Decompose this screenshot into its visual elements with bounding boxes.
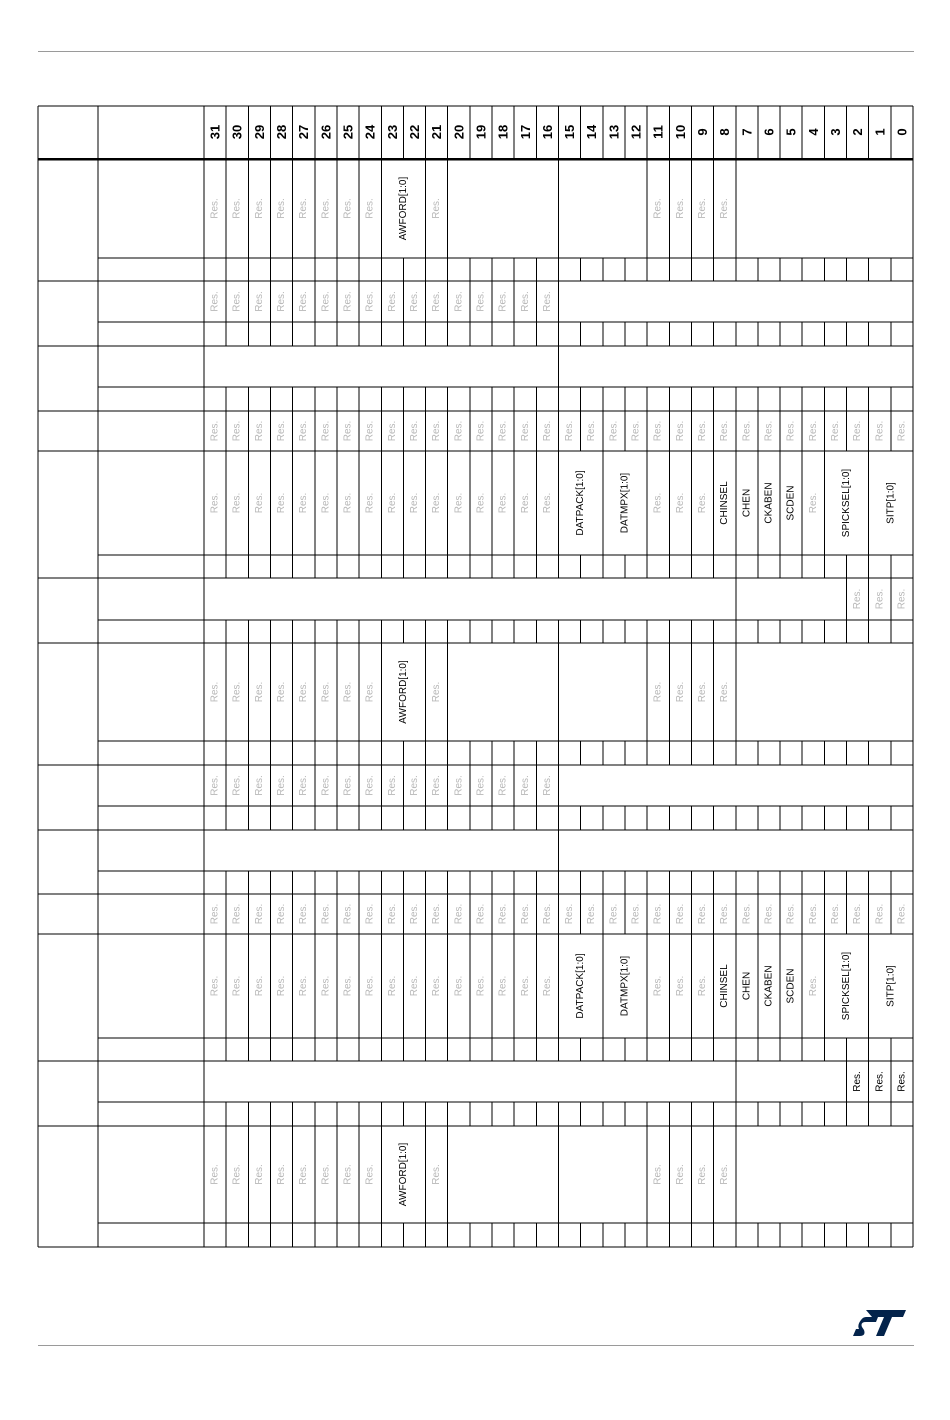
bit-number-5: 5 xyxy=(783,128,799,136)
reserved-label: Res. xyxy=(386,291,398,312)
reserved-label: Res. xyxy=(453,420,465,442)
reserved-label: Res. xyxy=(431,198,443,219)
reserved-label: Res. xyxy=(652,975,664,997)
bit-number-25: 25 xyxy=(340,124,356,140)
reserved-label: Res. xyxy=(497,775,509,796)
reserved-label: Res. xyxy=(253,975,265,997)
reserved-label: Res. xyxy=(608,420,620,442)
reserved-label: Res. xyxy=(852,903,864,925)
reserved-label: Res. xyxy=(431,492,443,514)
field-label: DATPACK[1:0] xyxy=(575,470,587,536)
reserved-label: Res. xyxy=(298,291,310,312)
reserved-label: Res. xyxy=(475,975,487,997)
reserved-label: Res. xyxy=(475,420,487,442)
reserved-label: Res. xyxy=(497,291,509,312)
reserved-label: Res. xyxy=(697,420,709,442)
reserved-label: Res. xyxy=(276,681,288,703)
reserved-label: Res. xyxy=(209,1164,221,1185)
reserved-label: Res. xyxy=(209,775,221,796)
reserved-label: Res. xyxy=(608,903,620,925)
reserved-label: Res. xyxy=(541,291,553,312)
reserved-label: Res. xyxy=(386,775,398,796)
reserved-label: Res. xyxy=(431,975,443,997)
bit-number-2: 2 xyxy=(850,128,866,136)
reserved-label: Res. xyxy=(697,975,709,997)
st-logo-icon xyxy=(852,1308,908,1338)
reserved-label: Res. xyxy=(209,198,221,219)
reserved-label: Res. xyxy=(276,198,288,219)
field-label: CHINSEL xyxy=(719,481,731,525)
reserved-label: Res. xyxy=(741,903,753,925)
bit-number-7: 7 xyxy=(739,128,755,136)
reserved-label: Res. xyxy=(497,420,509,442)
reserved-label: Res. xyxy=(453,775,465,796)
field-label: CKABEN xyxy=(763,482,775,524)
reserved-label: Res. xyxy=(475,492,487,514)
bit-number-12: 12 xyxy=(628,124,644,140)
reserved-label: Res. xyxy=(630,420,642,442)
reserved-label: Res. xyxy=(231,975,243,997)
reserved-label: Res. xyxy=(896,1071,908,1092)
reserved-label: Res. xyxy=(298,420,310,442)
bit-number-30: 30 xyxy=(229,124,245,140)
reserved-label: Res. xyxy=(364,291,376,312)
reserved-label: Res. xyxy=(342,1164,354,1185)
reserved-label: Res. xyxy=(674,420,686,442)
reserved-label: Res. xyxy=(386,420,398,442)
reserved-label: Res. xyxy=(652,198,664,219)
reserved-label: Res. xyxy=(364,903,376,925)
bit-number-26: 26 xyxy=(318,124,334,140)
reserved-label: Res. xyxy=(453,975,465,997)
reserved-label: Res. xyxy=(431,1164,443,1185)
reserved-label: Res. xyxy=(342,903,354,925)
reserved-label: Res. xyxy=(342,291,354,312)
reserved-label: Res. xyxy=(408,420,420,442)
reserved-label: Res. xyxy=(896,903,908,925)
reserved-label: Res. xyxy=(276,492,288,514)
reserved-label: Res. xyxy=(852,1071,864,1092)
reserved-label: Res. xyxy=(231,681,243,703)
reserved-label: Res. xyxy=(697,903,709,925)
reserved-label: Res. xyxy=(364,681,376,703)
bit-number-4: 4 xyxy=(805,128,821,136)
reserved-label: Res. xyxy=(231,903,243,925)
reserved-label: Res. xyxy=(342,420,354,442)
bit-number-1: 1 xyxy=(872,128,888,136)
reserved-label: Res. xyxy=(719,1164,731,1185)
bit-number-20: 20 xyxy=(451,124,467,140)
field-label: CKABEN xyxy=(763,965,775,1007)
bit-number-13: 13 xyxy=(606,124,622,140)
reserved-label: Res. xyxy=(209,975,221,997)
reserved-label: Res. xyxy=(342,198,354,219)
reserved-label: Res. xyxy=(276,903,288,925)
reserved-label: Res. xyxy=(276,291,288,312)
reserved-label: Res. xyxy=(807,903,819,925)
reserved-label: Res. xyxy=(519,775,531,796)
reserved-label: Res. xyxy=(852,420,864,442)
reserved-label: Res. xyxy=(253,291,265,312)
bit-number-18: 18 xyxy=(495,124,511,140)
reserved-label: Res. xyxy=(896,588,908,610)
reserved-label: Res. xyxy=(697,1164,709,1185)
reserved-label: Res. xyxy=(298,492,310,514)
bit-number-17: 17 xyxy=(517,124,533,140)
reserved-label: Res. xyxy=(652,903,664,925)
reserved-label: Res. xyxy=(519,291,531,312)
field-label: DATMPX[1:0] xyxy=(619,955,631,1017)
bit-number-3: 3 xyxy=(827,128,843,136)
reserved-label: Res. xyxy=(320,903,332,925)
reserved-label: Res. xyxy=(453,492,465,514)
st-logo-mark xyxy=(853,1310,906,1336)
reserved-label: Res. xyxy=(586,420,598,442)
field-label: AWFORD[1:0] xyxy=(397,1142,409,1207)
reserved-label: Res. xyxy=(519,975,531,997)
reserved-label: Res. xyxy=(541,975,553,997)
reserved-label: Res. xyxy=(231,291,243,312)
reserved-label: Res. xyxy=(364,975,376,997)
reserved-label: Res. xyxy=(320,420,332,442)
reserved-label: Res. xyxy=(763,903,775,925)
reserved-label: Res. xyxy=(253,420,265,442)
reserved-label: Res. xyxy=(541,492,553,514)
reserved-label: Res. xyxy=(386,903,398,925)
reserved-label: Res. xyxy=(719,681,731,703)
reserved-label: Res. xyxy=(298,775,310,796)
bit-number-29: 29 xyxy=(251,124,267,140)
field-label: SCDEN xyxy=(785,485,797,521)
reserved-label: Res. xyxy=(253,775,265,796)
reserved-label: Res. xyxy=(807,975,819,997)
reserved-label: Res. xyxy=(342,681,354,703)
reserved-label: Res. xyxy=(497,903,509,925)
reserved-label: Res. xyxy=(231,420,243,442)
field-label: CHINSEL xyxy=(719,964,731,1008)
reserved-label: Res. xyxy=(697,492,709,514)
bit-number-11: 11 xyxy=(650,125,666,139)
reserved-label: Res. xyxy=(320,492,332,514)
reserved-label: Res. xyxy=(652,1164,664,1185)
field-label: CHEN xyxy=(741,971,753,1001)
reserved-label: Res. xyxy=(364,775,376,796)
reserved-label: Res. xyxy=(630,903,642,925)
reserved-label: Res. xyxy=(785,420,797,442)
reserved-label: Res. xyxy=(276,975,288,997)
reserved-label: Res. xyxy=(276,1164,288,1185)
reserved-label: Res. xyxy=(674,903,686,925)
reserved-label: Res. xyxy=(719,420,731,442)
reserved-label: Res. xyxy=(408,775,420,796)
reserved-label: Res. xyxy=(719,198,731,219)
bit-number-22: 22 xyxy=(406,124,422,140)
field-label: DATMPX[1:0] xyxy=(619,472,631,534)
bit-number-10: 10 xyxy=(672,124,688,140)
reserved-label: Res. xyxy=(697,681,709,703)
reserved-label: Res. xyxy=(298,198,310,219)
reserved-label: Res. xyxy=(475,291,487,312)
reserved-label: Res. xyxy=(564,420,576,442)
bit-number-28: 28 xyxy=(274,124,290,140)
reserved-label: Res. xyxy=(874,588,886,610)
reserved-label: Res. xyxy=(519,903,531,925)
reserved-label: Res. xyxy=(408,492,420,514)
reserved-label: Res. xyxy=(697,198,709,219)
reserved-label: Res. xyxy=(364,420,376,442)
reserved-label: Res. xyxy=(896,420,908,442)
reserved-label: Res. xyxy=(209,681,221,703)
reserved-label: Res. xyxy=(652,681,664,703)
reserved-label: Res. xyxy=(231,198,243,219)
reserved-label: Res. xyxy=(829,420,841,442)
reserved-label: Res. xyxy=(674,975,686,997)
reserved-label: Res. xyxy=(320,291,332,312)
reserved-label: Res. xyxy=(564,903,576,925)
reserved-label: Res. xyxy=(209,492,221,514)
reserved-label: Res. xyxy=(320,198,332,219)
reserved-label: Res. xyxy=(453,291,465,312)
reserved-label: Res. xyxy=(298,681,310,703)
reserved-label: Res. xyxy=(541,903,553,925)
reserved-label: Res. xyxy=(364,1164,376,1185)
bit-number-16: 16 xyxy=(539,124,555,140)
field-label: AWFORD[1:0] xyxy=(397,660,409,724)
reserved-label: Res. xyxy=(453,903,465,925)
reserved-label: Res. xyxy=(408,975,420,997)
reserved-label: Res. xyxy=(674,198,686,219)
field-label: SPICKSEL[1:0] xyxy=(841,951,853,1021)
reserved-label: Res. xyxy=(829,903,841,925)
reserved-label: Res. xyxy=(298,903,310,925)
bit-number-14: 14 xyxy=(584,124,600,140)
bit-number-23: 23 xyxy=(384,124,400,140)
reserved-label: Res. xyxy=(652,492,664,514)
reserved-label: Res. xyxy=(320,681,332,703)
bit-number-19: 19 xyxy=(473,124,489,140)
bit-number-31: 31 xyxy=(207,124,223,140)
reserved-label: Res. xyxy=(807,420,819,442)
reserved-label: Res. xyxy=(852,588,864,610)
reserved-label: Res. xyxy=(209,291,221,312)
reserved-label: Res. xyxy=(519,492,531,514)
reserved-label: Res. xyxy=(763,420,775,442)
field-label: CHEN xyxy=(741,488,753,518)
reserved-label: Res. xyxy=(541,420,553,442)
reserved-label: Res. xyxy=(874,903,886,925)
reserved-label: Res. xyxy=(431,903,443,925)
reserved-label: Res. xyxy=(209,903,221,925)
reserved-label: Res. xyxy=(431,291,443,312)
reserved-label: Res. xyxy=(519,420,531,442)
reserved-label: Res. xyxy=(231,492,243,514)
reserved-label: Res. xyxy=(807,492,819,514)
bit-number-15: 15 xyxy=(562,124,578,140)
reserved-label: Res. xyxy=(431,420,443,442)
reserved-label: Res. xyxy=(320,1164,332,1185)
reserved-label: Res. xyxy=(298,1164,310,1185)
bit-number-0: 0 xyxy=(894,128,910,136)
reserved-label: Res. xyxy=(298,975,310,997)
bit-number-9: 9 xyxy=(695,128,711,136)
reserved-label: Res. xyxy=(674,1164,686,1185)
reserved-label: Res. xyxy=(785,903,797,925)
field-label: SCDEN xyxy=(785,968,797,1004)
reserved-label: Res. xyxy=(276,775,288,796)
reserved-label: Res. xyxy=(253,492,265,514)
reserved-label: Res. xyxy=(253,198,265,219)
field-label: AWFORD[1:0] xyxy=(397,176,409,241)
field-label: SPICKSEL[1:0] xyxy=(841,468,853,538)
reserved-label: Res. xyxy=(342,975,354,997)
reserved-label: Res. xyxy=(741,420,753,442)
reserved-label: Res. xyxy=(475,903,487,925)
reserved-label: Res. xyxy=(342,775,354,796)
reserved-label: Res. xyxy=(431,775,443,796)
bit-number-6: 6 xyxy=(761,128,777,136)
reserved-label: Res. xyxy=(231,1164,243,1185)
reserved-label: Res. xyxy=(719,903,731,925)
reserved-label: Res. xyxy=(386,975,398,997)
reserved-label: Res. xyxy=(408,291,420,312)
reserved-label: Res. xyxy=(386,492,398,514)
reserved-label: Res. xyxy=(497,975,509,997)
reserved-label: Res. xyxy=(586,903,598,925)
reserved-label: Res. xyxy=(209,420,221,442)
bit-number-27: 27 xyxy=(296,124,312,140)
field-label: SITP[1:0] xyxy=(885,965,897,1007)
reserved-label: Res. xyxy=(231,775,243,796)
reserved-label: Res. xyxy=(320,775,332,796)
bit-number-8: 8 xyxy=(717,128,733,136)
reserved-label: Res. xyxy=(497,492,509,514)
reserved-label: Res. xyxy=(276,420,288,442)
reserved-label: Res. xyxy=(874,420,886,442)
reserved-label: Res. xyxy=(674,492,686,514)
reserved-label: Res. xyxy=(320,975,332,997)
reserved-label: Res. xyxy=(674,681,686,703)
bit-number-24: 24 xyxy=(362,124,378,140)
reserved-label: Res. xyxy=(475,775,487,796)
reserved-label: Res. xyxy=(342,492,354,514)
field-label: DATPACK[1:0] xyxy=(575,953,587,1019)
reserved-label: Res. xyxy=(541,775,553,796)
reserved-label: Res. xyxy=(253,903,265,925)
bit-number-21: 21 xyxy=(429,124,445,140)
reserved-label: Res. xyxy=(364,492,376,514)
reserved-label: Res. xyxy=(408,903,420,925)
field-label: SITP[1:0] xyxy=(885,482,897,524)
reserved-label: Res. xyxy=(364,198,376,219)
reserved-label: Res. xyxy=(652,420,664,442)
reserved-label: Res. xyxy=(431,681,443,703)
reserved-label: Res. xyxy=(253,681,265,703)
reserved-label: Res. xyxy=(253,1164,265,1185)
reserved-label: Res. xyxy=(874,1071,886,1092)
